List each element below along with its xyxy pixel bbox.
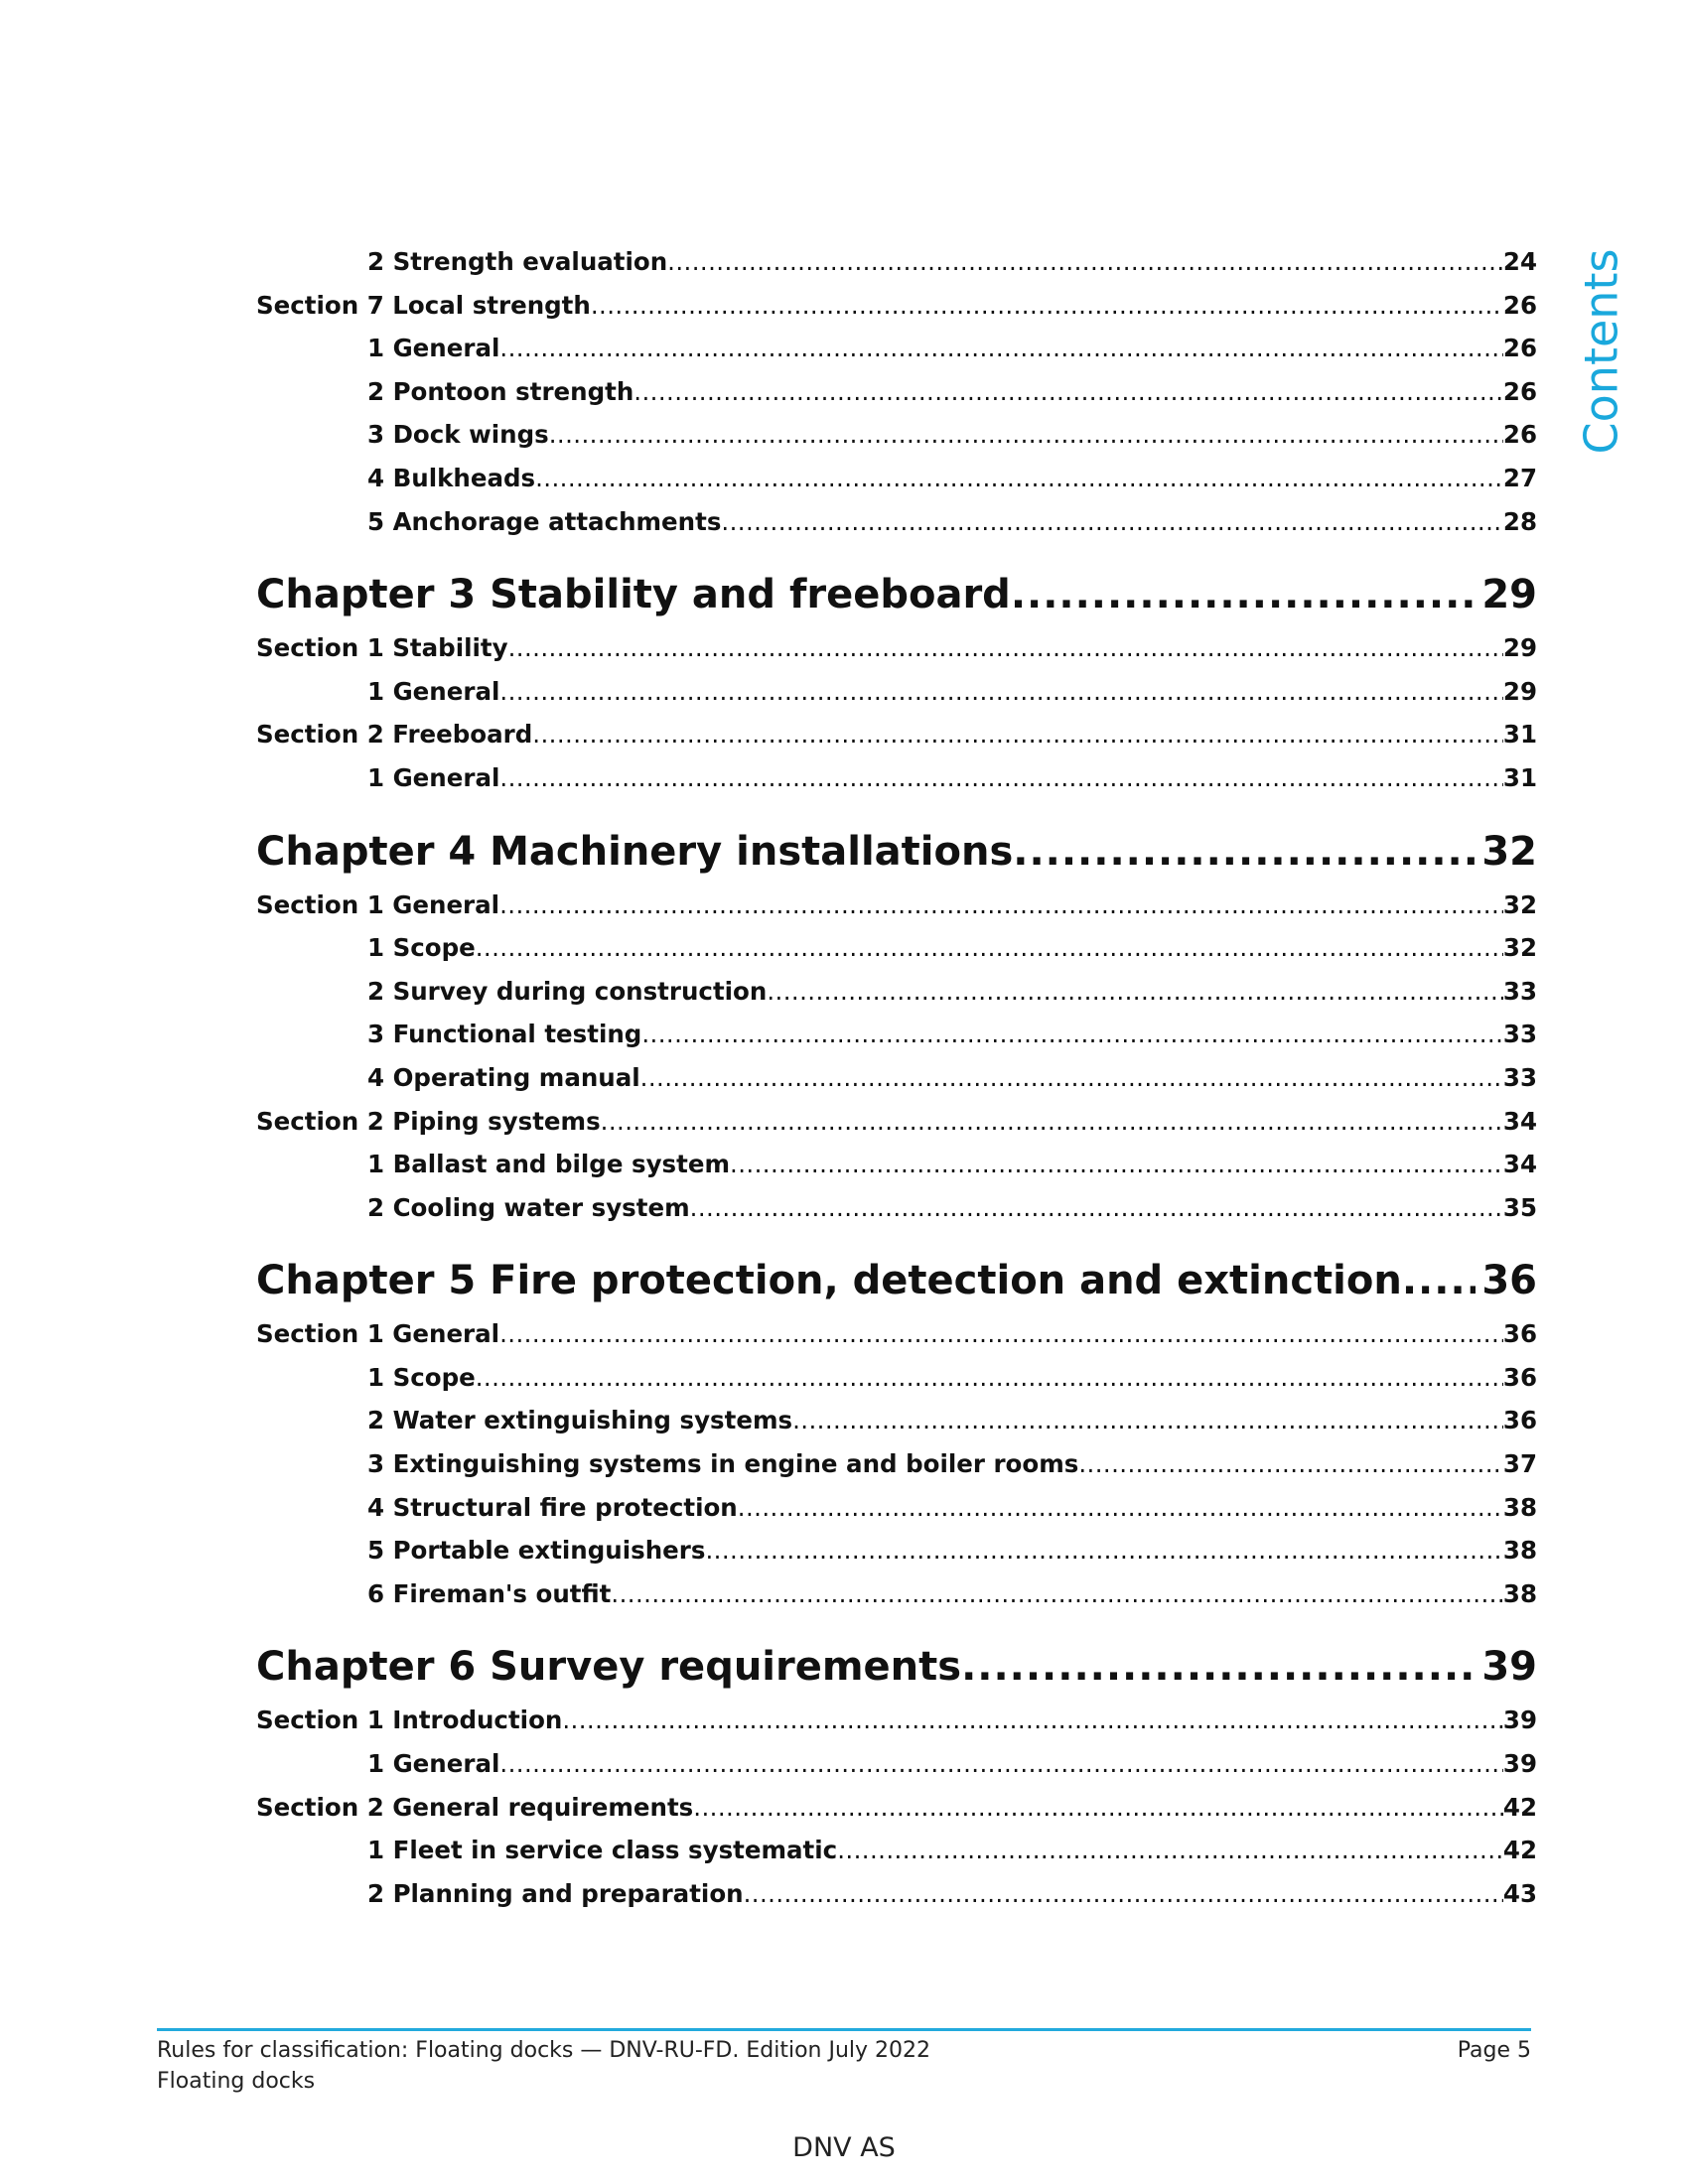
toc-entry-page-number: 33 — [1502, 1020, 1537, 1049]
dot-leader — [499, 670, 1503, 714]
toc-entry-title: 2 Water extinguishing systems — [367, 1406, 793, 1435]
dot-leader — [499, 1742, 1503, 1786]
dot-leader — [738, 1486, 1503, 1530]
toc-item-entry[interactable] — [256, 756, 1537, 800]
dot-leader — [611, 1572, 1503, 1616]
footer-document-title: Rules for classification: Floating docks — DNV-RU-FD. Edition July 2022 — [157, 2038, 931, 2063]
toc-entry-page-number: 26 — [1502, 376, 1537, 406]
toc-entry-page-number: 27 — [1502, 463, 1537, 492]
toc-item-entry[interactable] — [256, 1486, 1537, 1530]
toc-item-entry[interactable] — [256, 970, 1537, 1014]
dot-leader — [961, 1635, 1476, 1699]
toc-item-entry[interactable] — [256, 1529, 1537, 1572]
toc-section-entry[interactable] — [256, 1699, 1537, 1742]
toc-entry-title: Section 2 Freeboard — [256, 720, 533, 750]
toc-entry-page-number: 38 — [1502, 1492, 1537, 1522]
dot-leader — [476, 926, 1503, 970]
toc-entry-page-number: 35 — [1502, 1192, 1537, 1222]
toc-entry-title: 2 Strength evaluation — [367, 247, 668, 276]
dot-leader — [499, 756, 1503, 800]
toc-entry-page-number: 36 — [1502, 1406, 1537, 1435]
table-of-contents — [256, 240, 1537, 1915]
toc-chapter-entry[interactable] — [256, 563, 1537, 626]
toc-entry-title: 4 Structural fire protection — [367, 1492, 738, 1522]
toc-entry-page-number: 31 — [1502, 720, 1537, 750]
toc-section-entry[interactable] — [256, 713, 1537, 756]
toc-entry-page-number: 32 — [1481, 828, 1537, 875]
toc-entry-title: 2 Pontoon strength — [367, 376, 634, 406]
toc-entry-title: 2 Planning and preparation — [367, 1878, 744, 1908]
footer-publisher: DNV AS — [792, 2132, 896, 2163]
dot-leader — [499, 884, 1503, 927]
dot-leader — [508, 626, 1503, 670]
dot-leader — [591, 284, 1503, 328]
toc-entry-page-number: 32 — [1502, 933, 1537, 963]
dot-leader — [476, 1356, 1503, 1400]
dot-leader — [1013, 820, 1476, 884]
toc-entry-page-number: 37 — [1502, 1449, 1537, 1479]
toc-entry-page-number: 26 — [1502, 334, 1537, 363]
toc-entry-page-number: 39 — [1481, 1644, 1537, 1691]
dot-leader — [640, 1056, 1503, 1100]
dot-leader — [730, 1143, 1503, 1186]
toc-entry-page-number: 26 — [1502, 420, 1537, 450]
dot-leader — [693, 1786, 1503, 1830]
contents-label-text: Contents — [1574, 248, 1628, 455]
toc-entry-title: Section 1 General — [256, 1319, 500, 1349]
toc-entry-page-number: 42 — [1502, 1792, 1537, 1822]
toc-entry-page-number: 29 — [1502, 633, 1537, 663]
toc-entry-title: 1 General — [367, 334, 500, 363]
toc-entry-title: 1 Fleet in service class systematic — [367, 1836, 838, 1865]
toc-section-entry[interactable] — [256, 284, 1537, 328]
toc-entry-title: Chapter 4 Machinery installations — [256, 828, 1014, 875]
dot-leader — [767, 970, 1503, 1014]
dot-leader — [532, 713, 1503, 756]
toc-entry-title: Section 7 Local strength — [256, 290, 591, 320]
dot-leader — [667, 240, 1503, 284]
contents-side-label — [1571, 242, 1630, 461]
toc-item-entry[interactable] — [256, 1143, 1537, 1186]
toc-entry-page-number: 42 — [1502, 1836, 1537, 1865]
footer-subtitle: Floating docks — [157, 2069, 316, 2094]
toc-entry-page-number: 36 — [1502, 1362, 1537, 1392]
dot-leader — [837, 1829, 1503, 1872]
footer — [157, 2035, 1531, 2097]
dot-leader — [562, 1699, 1503, 1742]
dot-leader — [601, 1100, 1503, 1144]
toc-entry-title: 3 Extinguishing systems in engine and boiler rooms — [367, 1449, 1079, 1479]
toc-section-entry[interactable] — [256, 1312, 1537, 1356]
dot-leader — [744, 1872, 1503, 1916]
toc-entry-page-number: 34 — [1502, 1106, 1537, 1136]
toc-entry-title: 4 Operating manual — [367, 1062, 640, 1092]
dot-leader — [499, 1312, 1503, 1356]
toc-entry-title: Section 1 Introduction — [256, 1706, 563, 1735]
toc-entry-title: Section 2 Piping systems — [256, 1106, 601, 1136]
toc-entry-page-number: 39 — [1502, 1749, 1537, 1779]
toc-item-entry[interactable] — [256, 457, 1537, 500]
toc-entry-title: Chapter 3 Stability and freeboard — [256, 572, 1011, 618]
dot-leader — [549, 413, 1503, 457]
toc-item-entry[interactable] — [256, 1399, 1537, 1442]
toc-chapter-entry[interactable] — [256, 820, 1537, 884]
toc-entry-page-number: 43 — [1502, 1878, 1537, 1908]
toc-entry-title: 1 General — [367, 762, 500, 792]
toc-item-entry[interactable] — [256, 413, 1537, 457]
toc-entry-title: 3 Dock wings — [367, 420, 549, 450]
toc-item-entry[interactable] — [256, 327, 1537, 370]
toc-chapter-entry[interactable] — [256, 1635, 1537, 1699]
toc-entry-title: 2 Cooling water system — [367, 1192, 690, 1222]
toc-section-entry[interactable] — [256, 1786, 1537, 1830]
toc-item-entry[interactable] — [256, 1872, 1537, 1916]
toc-entry-title: Chapter 5 Fire protection, detection and extinction — [256, 1258, 1402, 1304]
toc-entry-page-number: 24 — [1502, 247, 1537, 276]
toc-entry-page-number: 33 — [1502, 1062, 1537, 1092]
dot-leader — [721, 500, 1502, 544]
footer-page-number: Page 5 — [1457, 2038, 1531, 2063]
toc-entry-page-number: 36 — [1502, 1319, 1537, 1349]
dot-leader — [641, 1013, 1503, 1056]
dot-leader — [690, 1186, 1503, 1230]
toc-section-entry[interactable] — [256, 626, 1537, 670]
dot-leader — [1402, 1249, 1476, 1312]
toc-entry-title: 1 General — [367, 676, 500, 706]
toc-item-entry[interactable] — [256, 1056, 1537, 1100]
dot-leader — [705, 1529, 1502, 1572]
toc-entry-page-number: 26 — [1502, 290, 1537, 320]
toc-entry-title: Section 1 General — [256, 889, 500, 919]
toc-entry-page-number: 39 — [1502, 1706, 1537, 1735]
toc-entry-page-number: 29 — [1502, 676, 1537, 706]
toc-entry-page-number: 34 — [1502, 1150, 1537, 1179]
toc-entry-page-number: 33 — [1502, 976, 1537, 1006]
toc-item-entry[interactable] — [256, 1829, 1537, 1872]
toc-entry-title: Chapter 6 Survey requirements — [256, 1644, 962, 1691]
dot-leader — [1011, 563, 1477, 626]
footer-divider — [157, 2028, 1531, 2031]
toc-entry-title: 1 General — [367, 1749, 500, 1779]
toc-item-entry[interactable] — [256, 1013, 1537, 1056]
toc-item-entry[interactable] — [256, 1186, 1537, 1230]
toc-item-entry[interactable] — [256, 370, 1537, 414]
dot-leader — [633, 370, 1503, 414]
toc-item-entry[interactable] — [256, 1572, 1537, 1616]
toc-entry-page-number: 36 — [1481, 1258, 1537, 1304]
toc-entry-title: 1 Scope — [367, 933, 476, 963]
toc-item-entry[interactable] — [256, 1742, 1537, 1786]
dot-leader — [1078, 1442, 1503, 1486]
toc-entry-page-number: 38 — [1502, 1578, 1537, 1608]
toc-entry-page-number: 32 — [1502, 889, 1537, 919]
toc-entry-title: 5 Portable extinguishers — [367, 1536, 706, 1566]
toc-entry-page-number: 28 — [1502, 506, 1537, 536]
toc-entry-page-number: 31 — [1502, 762, 1537, 792]
dot-leader — [535, 457, 1503, 500]
toc-entry-page-number: 38 — [1502, 1536, 1537, 1566]
toc-item-entry[interactable] — [256, 926, 1537, 970]
toc-entry-title: 6 Fireman's outfit — [367, 1578, 612, 1608]
toc-entry-title: 1 Scope — [367, 1362, 476, 1392]
dot-leader — [499, 327, 1503, 370]
dot-leader — [792, 1399, 1503, 1442]
toc-section-entry[interactable] — [256, 1100, 1537, 1144]
toc-item-entry[interactable] — [256, 500, 1537, 544]
toc-item-entry[interactable] — [256, 1356, 1537, 1400]
toc-entry-title: 1 Ballast and bilge system — [367, 1150, 730, 1179]
toc-entry-title: Section 1 Stability — [256, 633, 508, 663]
toc-entry-title: 2 Survey during construction — [367, 976, 768, 1006]
toc-chapter-entry[interactable] — [256, 1249, 1537, 1312]
toc-entry-title: 4 Bulkheads — [367, 463, 536, 492]
toc-item-entry[interactable] — [256, 240, 1537, 284]
toc-entry-title: 3 Functional testing — [367, 1020, 642, 1049]
toc-section-entry[interactable] — [256, 884, 1537, 927]
toc-item-entry[interactable] — [256, 670, 1537, 714]
toc-entry-title: 5 Anchorage attachments — [367, 506, 722, 536]
toc-entry-page-number: 29 — [1481, 572, 1537, 618]
toc-item-entry[interactable] — [256, 1442, 1537, 1486]
toc-entry-title: Section 2 General requirements — [256, 1792, 694, 1822]
